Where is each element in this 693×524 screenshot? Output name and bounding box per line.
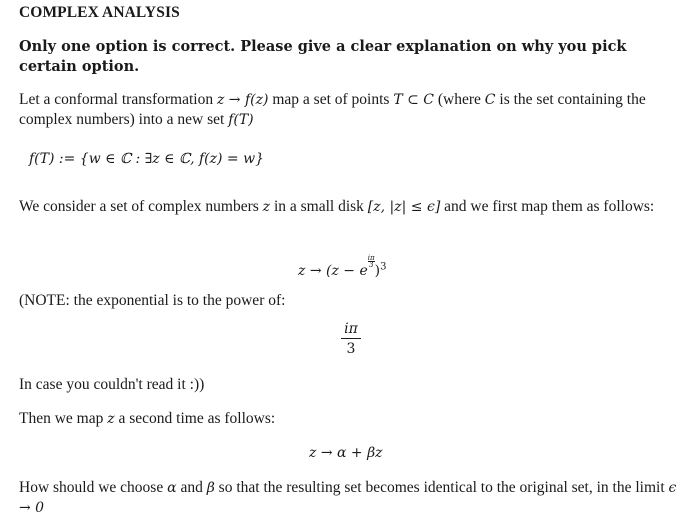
question-limit: ϵ → 0 [19, 480, 677, 516]
first-map-lhs: z → (z − e [298, 263, 368, 279]
intro-C-math: C [484, 92, 496, 108]
first-map-exponent [368, 255, 375, 268]
intro-text-before: Let a conformal transformation [19, 91, 217, 108]
exponent-numerator: iπ [344, 321, 358, 337]
first-map-exp-num: iπ [367, 254, 375, 262]
disk-text-before: We consider a set of complex numbers [19, 198, 263, 215]
disk-text-mid: in a small disk [270, 198, 368, 215]
fraction-bar [341, 338, 361, 339]
note-text: (NOTE: the exponential is to the power of: [19, 292, 286, 309]
intro-paragraph [19, 90, 683, 130]
disk-paragraph [19, 197, 683, 217]
disk-math: [z, |z| ≤ ϵ] [367, 199, 441, 215]
intro-text-mid: map a set of points [268, 91, 394, 108]
exponent-denominator: 3 [346, 341, 356, 357]
intro-subset-math: T ⊂ C [393, 92, 435, 108]
first-map-exp-den: 3 [368, 261, 374, 269]
set-definition: f(T) := {w ∈ ℂ : ∃z ∈ ℂ, f(z) = w} [29, 151, 264, 167]
first-map-rhs: ) [374, 263, 381, 279]
intro-text-mid2: (where [434, 91, 485, 108]
disk-z-math: z [262, 199, 271, 215]
intro-map-math: z → f(z) [216, 92, 269, 108]
disk-text-after: and we first map them as follows: [440, 198, 655, 215]
question-beta: β [206, 480, 215, 496]
second-map-equation: z → α + βz [309, 445, 383, 461]
first-map-power: 3 [380, 261, 387, 273]
instruction-text: Only one option is correct. Please give a clear explanation on why you pick certain option. [19, 38, 627, 75]
second-z-math: z [107, 411, 115, 427]
first-map-equation [298, 255, 386, 279]
page-title: COMPLEX ANALYSIS [19, 4, 180, 21]
couldnt-read-text: In case you couldn't read it :)) [19, 376, 205, 393]
question-paragraph [19, 478, 683, 518]
exponent-fraction [341, 321, 361, 357]
second-text-before: Then we map [19, 410, 108, 427]
question-text-before: How should we choose [19, 479, 168, 496]
second-text-after: a second time as follows: [114, 410, 276, 427]
intro-fT-math: f(T) [228, 112, 254, 128]
question-and: and [176, 479, 207, 496]
intro-text-after: is the set containing the complex numbers) into a new set [19, 91, 646, 128]
second-map-sentence [19, 409, 683, 429]
question-text-mid: so that the resulting set becomes identical to the original set, in the limit [214, 479, 669, 496]
question-alpha: α [167, 480, 177, 496]
